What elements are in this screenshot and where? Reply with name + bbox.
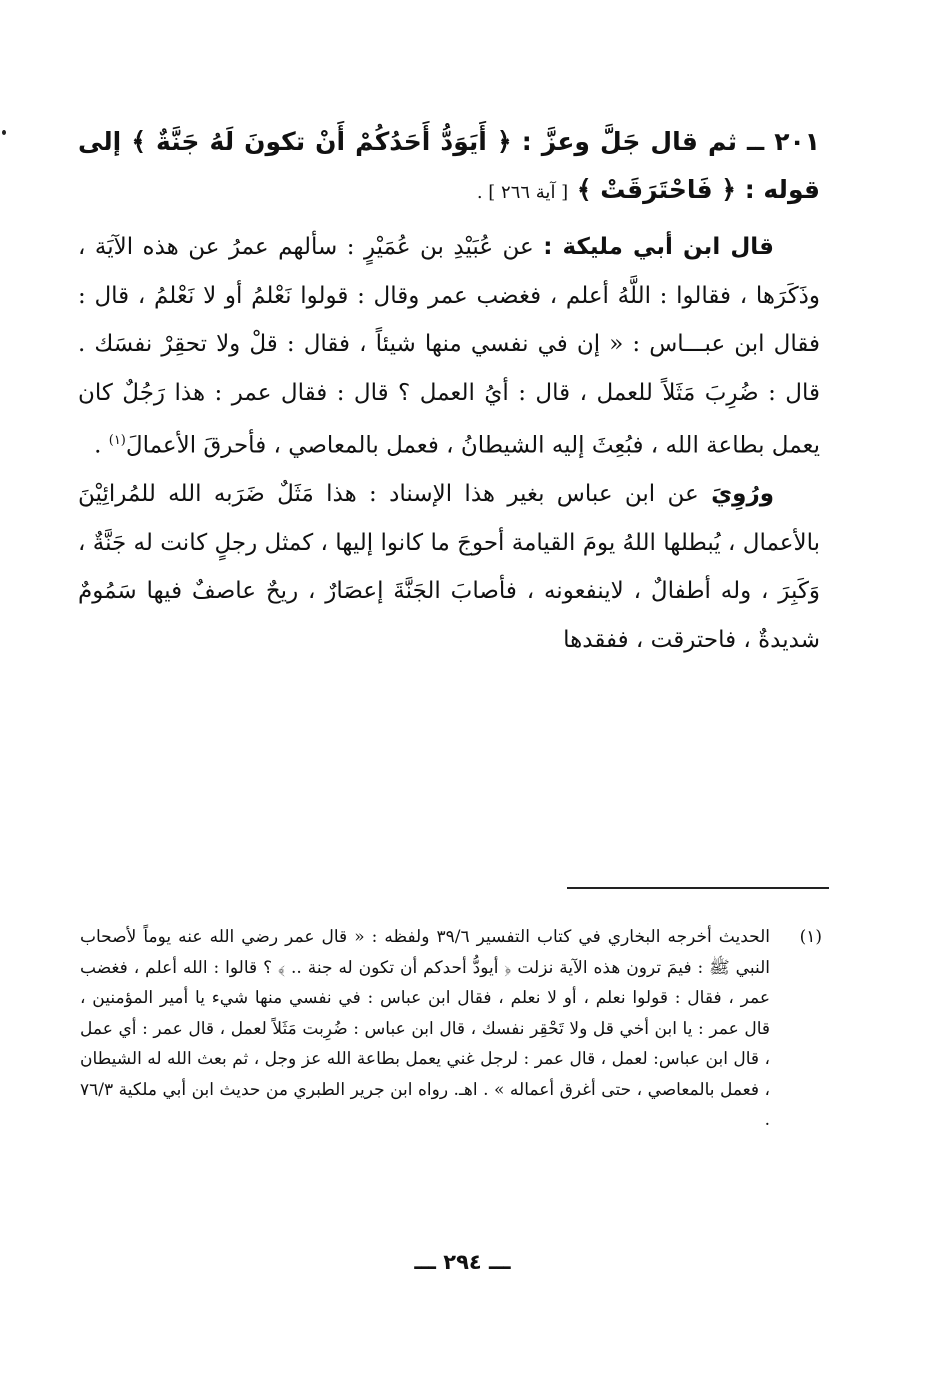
paragraph-end-mark: . (94, 432, 109, 459)
heading-text: ٢٠١ ــ ثم قال جَلَّ وعزَّ : ﴿ أَيَوَدُّ أَحَدُكُمْ أَنْ تكونَ لَهُ جَنَّةٌ ﴾ إلى قوله : ﴿ فَاحْتَرَقَتْ ﴾ (78, 127, 820, 204)
page-number: ـــ ٢٩٤ ـــ (414, 1250, 511, 1274)
paragraph-riwaya (78, 470, 820, 664)
footnote-separator (567, 887, 829, 889)
main-text-block (78, 118, 820, 664)
paragraph-lead-riwaya: ورُوِيَ (711, 481, 774, 508)
scan-speck (2, 130, 6, 135)
paragraph-body-ibn-abi-mulaykah: عن عُبَيْدِ بن عُمَيْرٍ : سألهم عمرُ عن هذه الآيَة ، وذَكَرَها ، فقالوا : اللَّهُ أعلم ، فغضب عمر وقال : قولوا نَعْلمُ أو لا نَعْلمُ ، قال : فقال ابن عبـــاس : « إن في نفسي منها شيئاً ، فقال : قلْ ولا تحقِرْ نفسَك . قال : ضُرِبَ مَثَلاً للعمل ، قال : أيُ العمل ؟ قال : فقال عمر : هذا رَجُلٌ كان يعمل بطاعة الله ، فبُعِثَ إليه الشيطانُ ، فعمل بالمعاصي ، فأحرقَ الأعمالَ (78, 234, 820, 459)
verse-reference: [ آية ٢٦٦ ] . (476, 182, 569, 203)
paragraph-lead-ibn-abi-mulaykah: قال ابن أبي مليكة : (543, 234, 774, 260)
footnote-1 (80, 922, 822, 1136)
footnote-text: الحديث أخرجه البخاري في كتاب التفسير ٣٩/٦ ولفظه : « قال عمر رضي الله عنه يوماً لأصحاب النبي ﷺ : فيمَ ترون هذه الآية نزلت ﴿ أيودُّ أحدكم أن تكون له جنة .. ﴾ ؟ قالوا : الله أعلم ، فغضب عمر ، فقال : قولوا نعلم ، أو لا نعلم ، فقال ابن عباس : في نفسي منها شيء يا أمير المؤمنين ، قال عمر : يا ابن أخي قل ولا تَحْقِر نفسك ، قال ابن عباس : ضُرِبت مَثَلاً لعمل ، قال عمر : أي عمل ، قال ابن عباس: لعمل ، قال عمر : لرجل غني يعمل بطاعة الله عز وجل ، ثم بعث الله له الشيطان ، فعمل بالمعاصي ، حتى أغرق أعماله » . اهـ. رواه ابن جرير الطبري من حديث ابن أبي ملكية ٧٦/٣ . (80, 927, 770, 1130)
paragraph-ibn-abi-mulaykah (78, 223, 820, 470)
footnote-number: (١) (799, 927, 822, 947)
footnotes (80, 922, 822, 1136)
paragraph-body-riwaya: عن ابن عباس بغير هذا الإسناد : هذا مَثَلٌ ضَرَبه الله للمُرائِيْنَ بالأعمال ، يُبطلها اللهُ يومَ القيامة أحوجَ ما كانوا إليها ، كمثل رجلٍ كانت له جَنَّةٌ ، وَكَبِرَ ، وله أطفالٌ ، لاينفعونه ، فأصابَ الجَنَّةَ إعصَارٌ ، ريحٌ عاصفٌ فيها سَمُومٌ شديدةٌ ، فاحترقت ، ففقدها (78, 481, 820, 653)
footnote-reference[interactable]: (١) (108, 433, 126, 448)
section-heading (78, 118, 820, 217)
